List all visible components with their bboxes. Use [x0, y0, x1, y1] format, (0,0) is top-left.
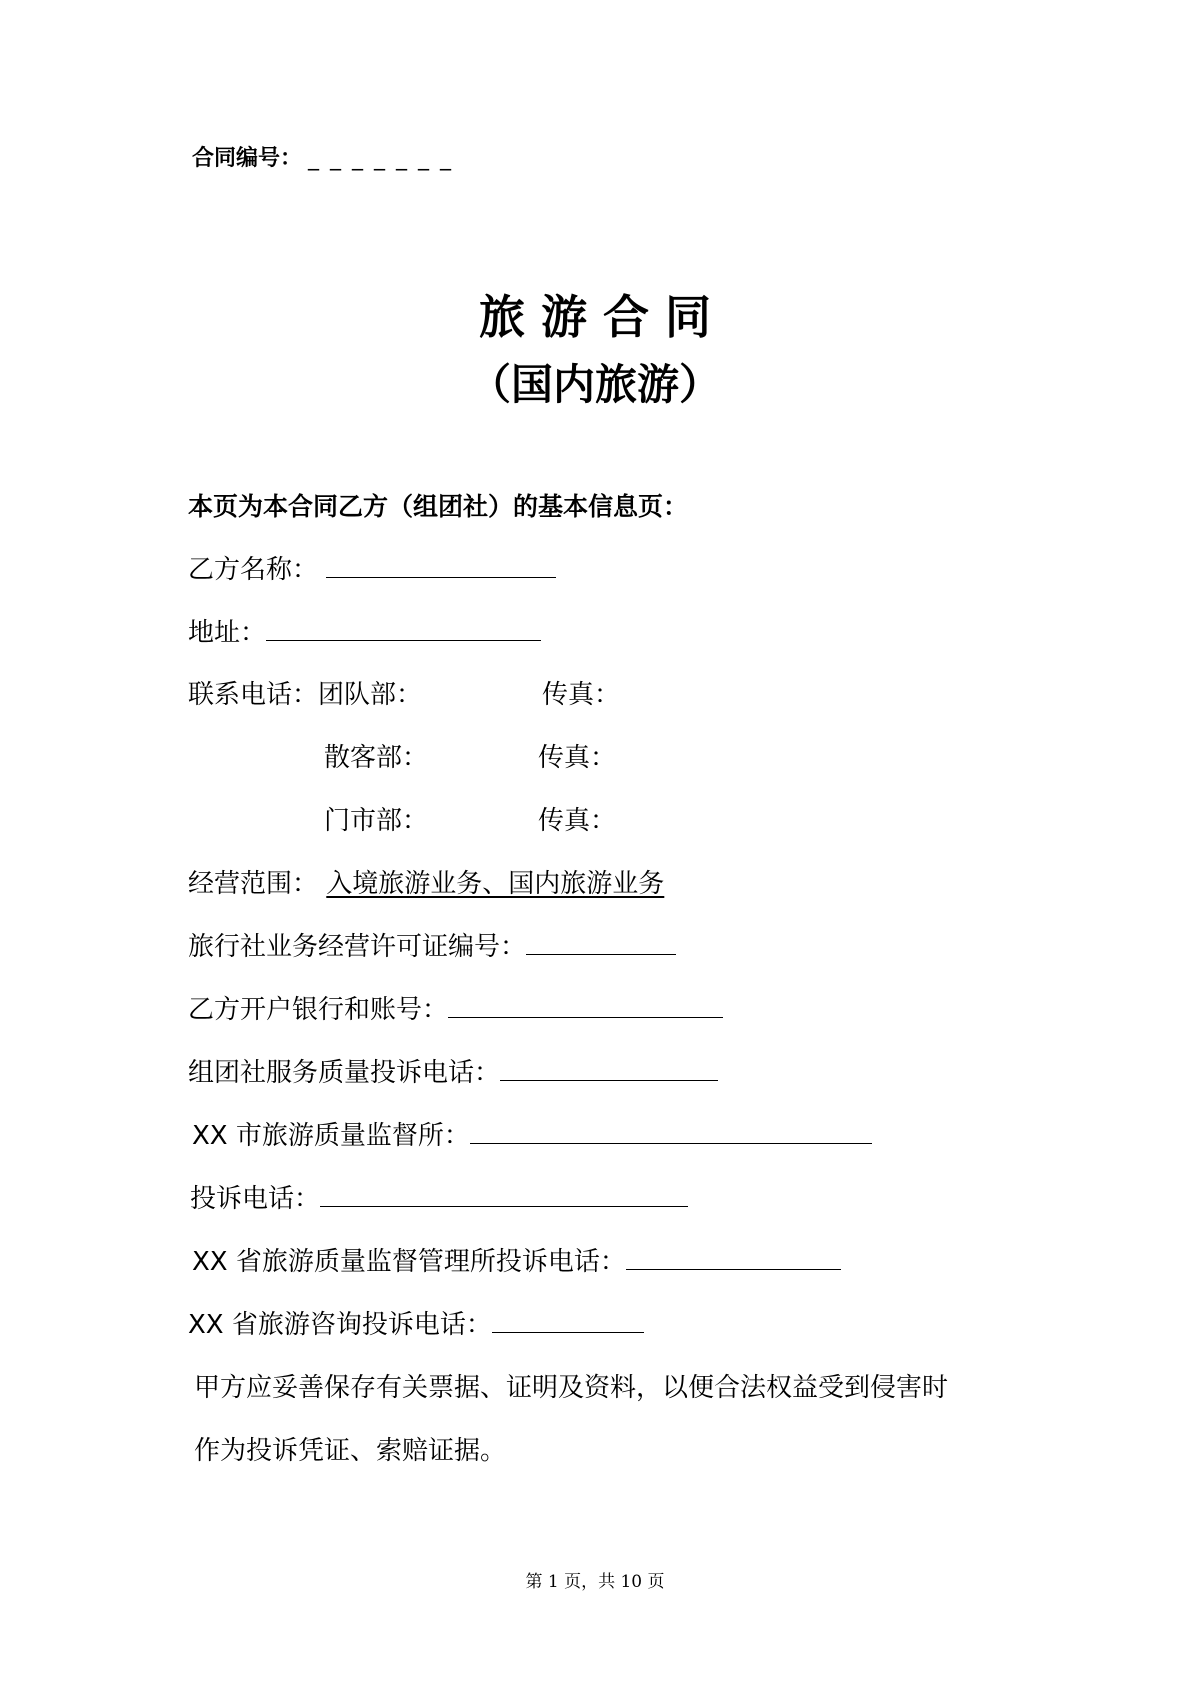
city-supervision-line — [192, 1115, 872, 1152]
license-line — [188, 926, 676, 963]
individual-dept-label: 散客部： — [324, 743, 429, 773]
store-fax-label: 传真： — [538, 806, 617, 836]
info-page-intro: 本页为本合同乙方（组团社）的基本信息页： — [188, 492, 689, 521]
business-scope-value: 入境旅游业务、国内旅游业务 — [326, 869, 665, 899]
party-b-name-blank — [326, 551, 556, 578]
business-scope-line — [188, 863, 664, 900]
license-label: 旅行社业务经营许可证编号： — [188, 932, 527, 962]
contract-number-label: 合同编号： — [192, 146, 303, 171]
province-consult-blank — [492, 1306, 644, 1333]
address-line — [188, 612, 541, 649]
individual-fax-label: 传真： — [538, 743, 617, 773]
province-supervision-line — [192, 1241, 841, 1278]
province-supervision-label: XX 省旅游质量监督管理所投诉电话： — [192, 1247, 626, 1277]
page-footer: 第 1 页，共 10 页 — [525, 1572, 665, 1592]
complaint-phone2-label: 投诉电话： — [190, 1184, 321, 1214]
city-supervision-blank — [470, 1117, 872, 1144]
group-fax-label: 传真： — [542, 680, 621, 710]
store-dept-label: 门市部： — [324, 806, 429, 836]
contact-phone-label: 联系电话： — [188, 680, 319, 710]
notice-line-2: 作为投诉凭证、索赔证据。 — [194, 1436, 507, 1466]
bank-account-label: 乙方开户银行和账号： — [188, 995, 449, 1025]
province-supervision-blank — [626, 1243, 841, 1270]
province-consult-line — [188, 1304, 644, 1341]
document-subtitle: （国内旅游） — [468, 360, 721, 409]
complaint-phone2-blank — [320, 1180, 688, 1207]
contract-number-blank: _ _ _ _ _ _ _ — [308, 146, 453, 171]
license-blank — [526, 928, 676, 955]
contact-phone-line — [188, 674, 422, 711]
address-blank — [266, 614, 541, 641]
complaint-phone-blank — [500, 1054, 718, 1081]
bank-account-blank — [448, 991, 723, 1018]
party-b-name-label: 乙方名称： — [188, 555, 319, 585]
city-supervision-label: XX 市旅游质量监督所： — [192, 1121, 470, 1151]
business-scope-label: 经营范围： — [188, 869, 319, 899]
complaint-phone2-line — [190, 1178, 688, 1215]
contract-number — [192, 141, 453, 172]
bank-account-line — [188, 989, 723, 1026]
party-b-name-line — [188, 549, 556, 586]
address-label: 地址： — [188, 618, 267, 648]
document-title: 旅 游 合 同 — [478, 290, 712, 344]
complaint-phone-line — [188, 1052, 718, 1089]
notice-line-1: 甲方应妥善保存有关票据、证明及资料，以便合法权益受到侵害时 — [194, 1373, 949, 1403]
group-dept-label: 团队部： — [318, 680, 423, 710]
complaint-phone-label: 组团社服务质量投诉电话： — [188, 1058, 501, 1088]
province-consult-label: XX 省旅游咨询投诉电话： — [188, 1310, 492, 1340]
